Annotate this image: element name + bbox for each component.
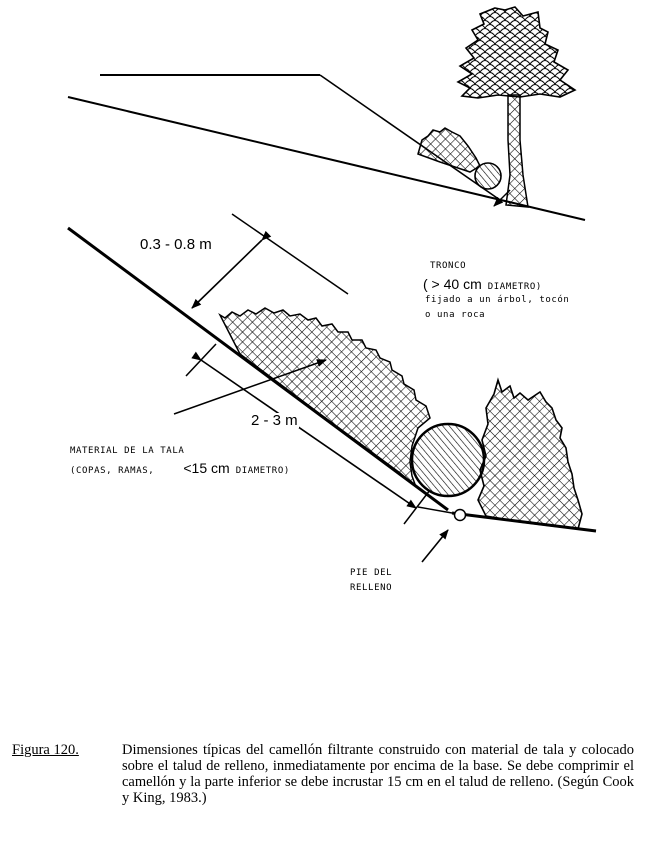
toe-label-line-2: RELLENO — [350, 583, 393, 593]
height-dimension-label: 0.3 - 0.8 m — [140, 236, 212, 253]
tronco-title: TRONCO — [430, 261, 467, 271]
material-size: <15 cm — [183, 460, 230, 476]
figure-caption: Dimensiones típicas del camellón filtrante construido con material de tala y colocado sobre el talud de relleno, inmediatamente por encima de la base. Se debe comprimir el camellón y la parte inferior se debe incrustar 15 cm en el talud de relleno. (Según Cook y King, 1983.) — [122, 742, 634, 806]
tronco-size: 40 cm — [443, 276, 482, 292]
tronco-line-3: o una roca — [425, 310, 486, 320]
tronco-line-2: fijado a un árbol, tocón — [425, 295, 570, 305]
main-section — [68, 214, 596, 562]
overview-sketch — [68, 7, 585, 220]
stump — [478, 380, 582, 529]
material-close: DIAMETRO) — [229, 466, 290, 476]
material-line-2 — [70, 460, 290, 476]
toe-leader — [422, 530, 448, 562]
material-line-1: MATERIAL DE LA TALA — [70, 446, 185, 456]
tree-trunk — [506, 95, 528, 207]
figure-number: Figura 120. — [12, 742, 79, 758]
small-windrow — [418, 128, 480, 172]
large-log — [412, 424, 484, 496]
tree-crown — [458, 7, 575, 98]
toe-label-line-1: PIE DEL — [350, 568, 393, 578]
tronco-open: ( > — [423, 276, 444, 292]
material-text: (COPAS, RAMAS, — [70, 466, 155, 476]
tronco-size-line — [423, 276, 542, 292]
tronco-close: DIAMETRO) — [481, 282, 542, 292]
length-tick-bottom — [404, 490, 430, 524]
length-dimension-label: 2 - 3 m — [251, 412, 298, 429]
small-log — [475, 163, 501, 189]
height-extension-line — [232, 214, 348, 294]
toe-marker — [455, 510, 466, 521]
